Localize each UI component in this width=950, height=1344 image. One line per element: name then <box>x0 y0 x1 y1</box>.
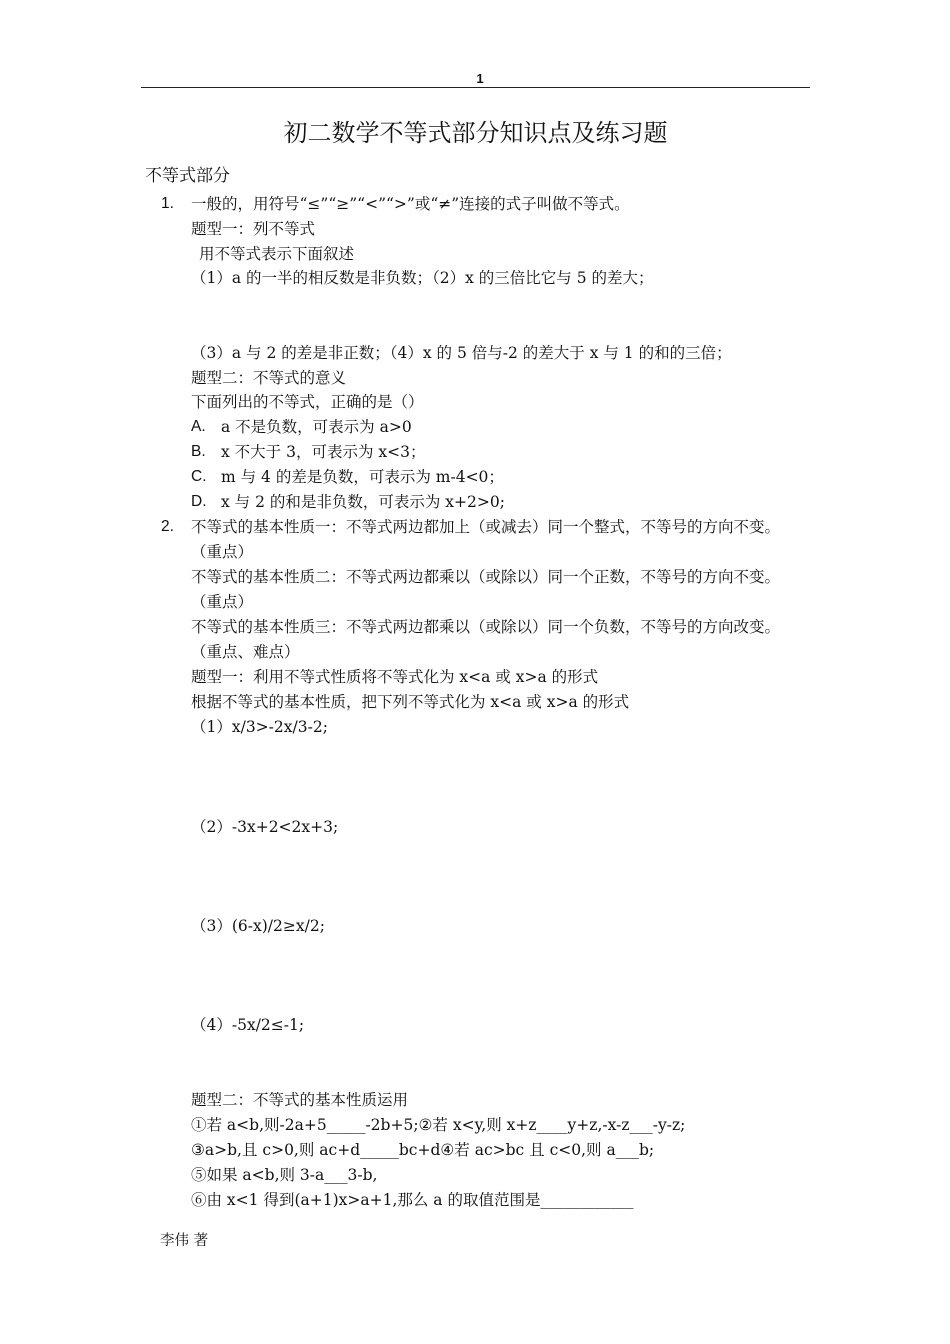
property-note: （重点） <box>191 593 254 611</box>
fill-blank-line: ⑥由 x<1 得到(a+1)x>a+1,那么 a 的取值范围是____________ <box>191 1191 634 1209</box>
option-text: a 不是负数，可表示为 a>0 <box>221 418 412 436</box>
property-note: （重点、难点） <box>191 643 300 661</box>
exercise-line: （3）(6-x)/2≥x/2; <box>191 917 325 935</box>
option-letter: D. <box>191 493 207 510</box>
type-heading: 题型二：不等式的基本性质运用 <box>191 1091 409 1109</box>
option-text: x 与 2 的和是非负数，可表示为 x+2>0; <box>221 493 505 511</box>
item-number: 2. <box>161 518 174 535</box>
exercise-line: （1）x/3>-2x/3-2; <box>191 718 328 736</box>
type-heading: 题型二：不等式的意义 <box>191 369 347 387</box>
fill-blank-line: ①若 a<b,则-2a+5_____-2b+5;②若 x<y,则 x+z____y+z,-x-z___-y-z; <box>191 1116 686 1134</box>
property-text: 不等式的基本性质三：不等式两边都乘以（或除以）同一个负数，不等号的方向改变。 <box>191 618 781 636</box>
exercise-line: （2）-3x+2<2x+3; <box>191 818 339 836</box>
exercise-line: （4）-5x/2≤-1; <box>191 1016 305 1034</box>
exercise-line: （1）a 的一半的相反数是非负数；（2）x 的三倍比它与 5 的差大； <box>191 269 654 287</box>
page-number: 1 <box>476 71 484 86</box>
item-number: 1. <box>161 195 174 212</box>
option-letter: C. <box>191 468 207 485</box>
option-text: m 与 4 的差是负数，可表示为 m-4<0； <box>221 468 504 486</box>
option-letter: B. <box>191 443 206 460</box>
definition-text: 一般的，用符号“≤”“≥”“<”“>”或“≠”连接的式子叫做不等式。 <box>191 195 630 213</box>
footer-author: 李伟 著 <box>160 1233 209 1249</box>
page-title: 初二数学不等式部分知识点及练习题 <box>283 119 668 147</box>
exercise-line: （3）a 与 2 的差是非正数；（4）x 的 5 倍与-2 的差大于 x 与 1 的和的三倍； <box>191 344 732 362</box>
fill-blank-line: ⑤如果 a<b,则 3-a___3-b, <box>191 1166 378 1184</box>
fill-blank-line: ③a>b,且 c>0,则 ac+d_____bc+d④若 ac>bc 且 c<0,则 a___b; <box>191 1141 655 1159</box>
instruction-text: 用不等式表示下面叙述 <box>199 245 355 263</box>
property-text: 不等式的基本性质一：不等式两边都加上（或减去）同一个整式，不等号的方向不变。 <box>191 518 781 536</box>
property-text: 不等式的基本性质二：不等式两边都乘以（或除以）同一个正数，不等号的方向不变。 <box>191 568 781 586</box>
instruction-text: 根据不等式的基本性质，把下列不等式化为 x<a 或 x>a 的形式 <box>191 693 630 711</box>
property-note: （重点） <box>191 543 254 561</box>
option-letter: A. <box>191 418 206 435</box>
option-text: x 不大于 3，可表示为 x<3； <box>221 443 426 461</box>
question-text: 下面列出的不等式，正确的是（） <box>191 393 424 411</box>
section-heading: 不等式部分 <box>145 166 230 186</box>
header-rule <box>141 87 810 88</box>
type-heading: 题型一：利用不等式性质将不等式化为 x<a 或 x>a 的形式 <box>191 668 599 686</box>
type-heading: 题型一：列不等式 <box>191 220 316 238</box>
